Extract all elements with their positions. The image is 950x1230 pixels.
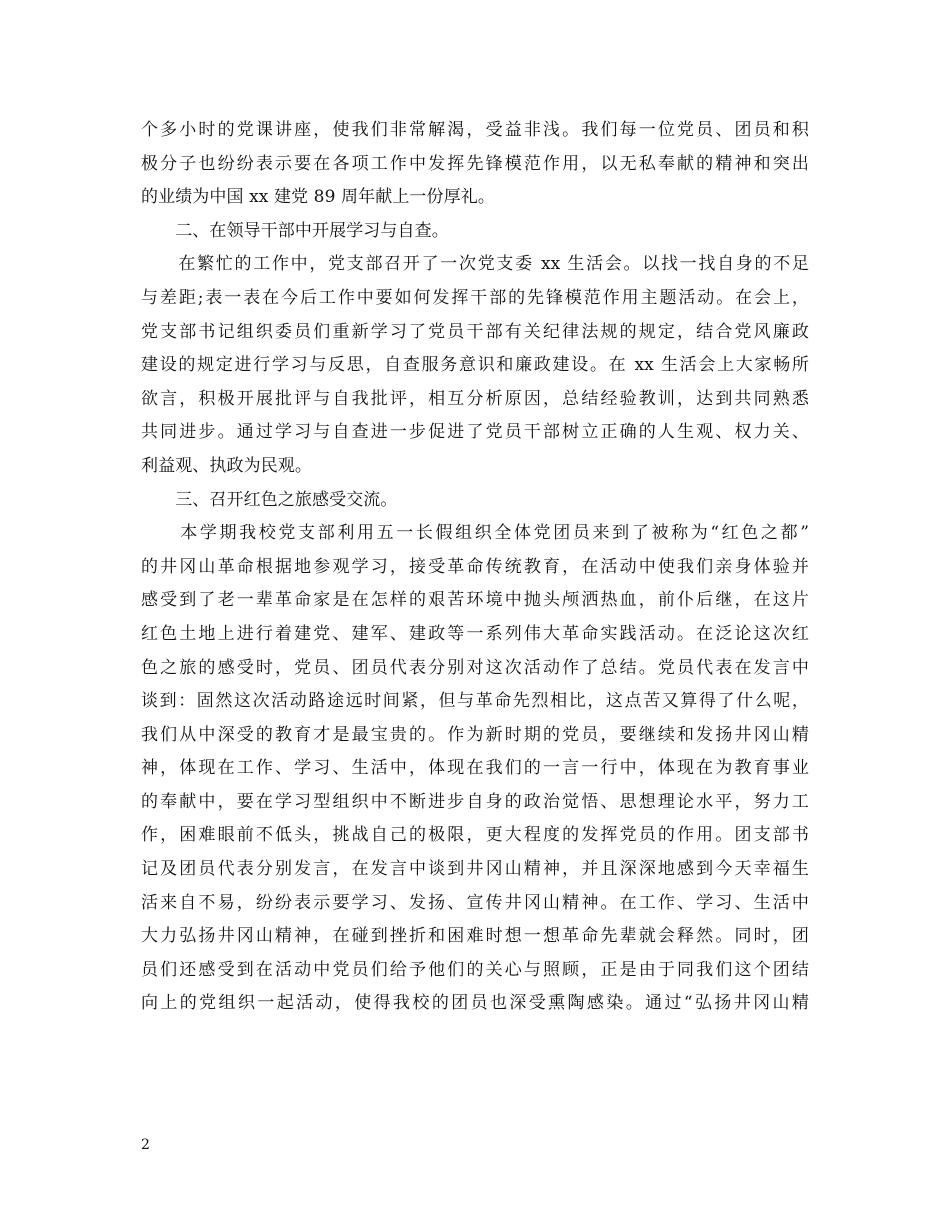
- text-line: 个多小时的党课讲座，使我们非常解渴，受益非浅。我们每一位党员、团员和积: [141, 120, 809, 140]
- text-line: 神，体现在工作、学习、生活中，体现在我们的一言一行中，体现在为教育事业: [141, 758, 809, 779]
- text-line: 员们还感受到在活动中党员们给予他们的关心与照顾，正是由于同我们这个团结: [141, 959, 809, 980]
- text-line: 的井冈山革命根据地参观学习，接受革命传统教育，在活动中使我们亲身体验并: [141, 556, 809, 577]
- text-line: 极分子也纷纷表示要在各项工作中发挥先锋模范作用，以无私奉献的精神和突出: [141, 153, 809, 174]
- text-line: 二、在领导干部中开展学习与自查。: [141, 220, 449, 241]
- text-line: 三、召开红色之旅感受交流。: [141, 489, 398, 510]
- text-line: 的业绩为中国 xx 建党 89 周年献上一份厚礼。: [141, 187, 495, 208]
- text-line: 建设的规定进行学习与反思，自查服务意识和廉政建设。在 xx 生活会上大家畅所: [141, 355, 809, 376]
- text-line: 向上的党组织一起活动，使得我校的团员也深受熏陶感染。通过“弘扬井冈山精: [141, 993, 809, 1014]
- text-line: 大力弘扬井冈山精神，在碰到挫折和困难时想一想革命先辈就会释然。同时，团: [141, 926, 809, 947]
- text-line: 感受到了老一辈革命家是在怎样的艰苦环境中抛头颅洒热血，前仆后继，在这片: [141, 590, 809, 611]
- text-line: 作，困难眼前不低头，挑战自己的极限，更大程度的发挥党员的作用。团支部书: [141, 825, 809, 846]
- text-line: 记及团员代表分别发言，在发言中谈到井冈山精神，并且深深地感到今天幸福生: [141, 859, 809, 880]
- text-line: 活来自不易，纷纷表示要学习、发扬、宣传井冈山精神。在工作、学习、生活中: [141, 892, 809, 913]
- body-text: [141, 114, 809, 1021]
- text-line: 的奉献中，要在学习型组织中不断进步自身的政治觉悟、思想理论水平，努力工: [141, 791, 809, 812]
- text-line: 党支部书记组织委员们重新学习了党员干部有关纪律法规的规定，结合党风廉政: [141, 321, 809, 342]
- text-line: 欲言，积极开展批评与自我批评，相互分析原因，总结经验教训，达到共同熟悉: [141, 388, 809, 409]
- page-number: 2: [141, 1137, 150, 1153]
- text-line: 我们从中深受的教育才是最宝贵的。作为新时期的党员，要继续和发扬井冈山精: [141, 724, 809, 745]
- text-line: 谈到：固然这次活动路途远时间紧，但与革命先烈相比，这点苦又算得了什么呢，: [141, 691, 809, 712]
- text-line: 在繁忙的工作中，党支部召开了一次党支委 xx 生活会。以找一找自身的不足: [141, 254, 809, 275]
- text-line: 与差距;表一表在今后工作中要如何发挥干部的先锋模范作用主题活动。在会上，: [141, 287, 809, 308]
- text-line: 利益观、执政为民观。: [141, 455, 312, 476]
- text-line: 红色土地上进行着建党、建军、建政等一系列伟大革命实践活动。在泛论这次红: [141, 623, 809, 644]
- text-line: 本学期我校党支部利用五一长假组织全体党团员来到了被称为“红色之都”: [141, 523, 809, 544]
- text-line: 共同进步。通过学习与自查进一步促进了党员干部树立正确的人生观、权力关、: [141, 422, 809, 443]
- text-line: 色之旅的感受时，党员、团员代表分别对这次活动作了总结。党员代表在发言中: [141, 657, 809, 678]
